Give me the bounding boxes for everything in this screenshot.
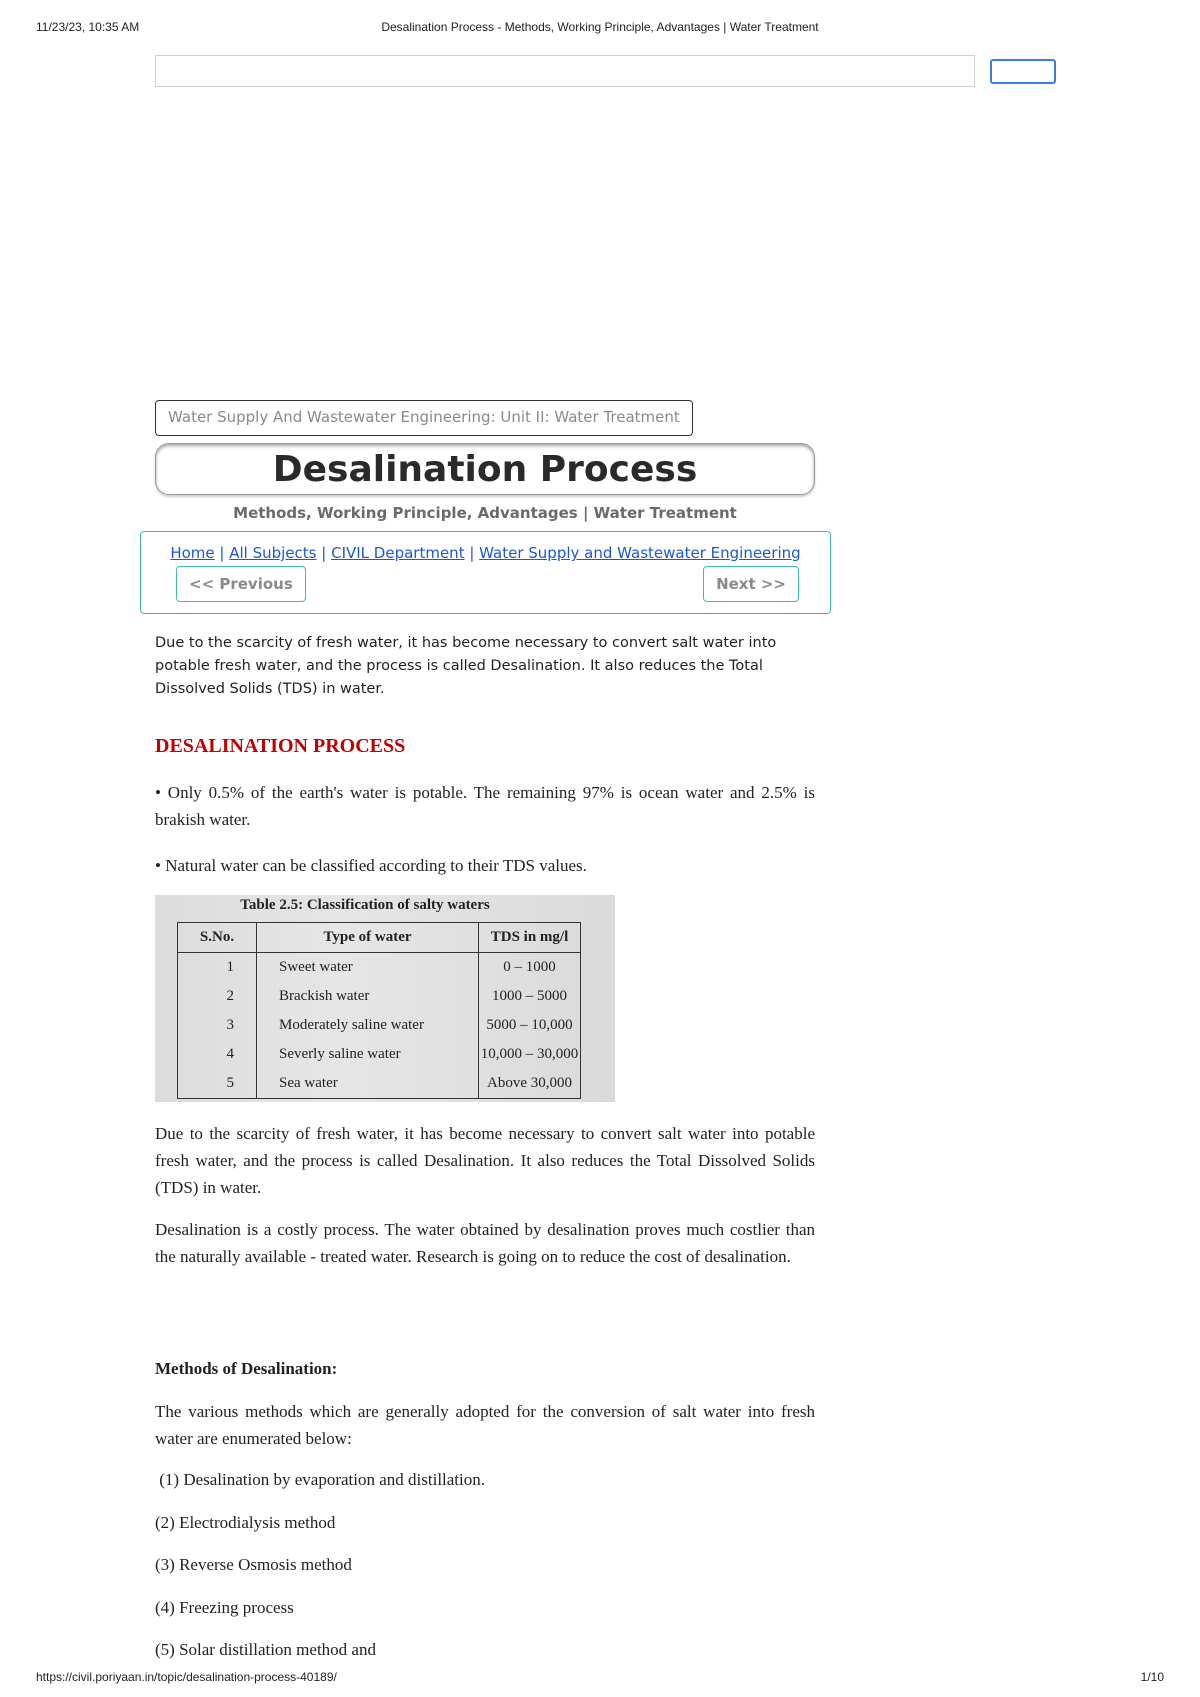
print-page-number: 1/10 <box>1140 1670 1164 1684</box>
breadcrumb: Home | All Subjects | CIVIL Department | Water Supply and Wastewater Engineering <box>170 544 801 562</box>
table-cell-tds: Above 30,000 <box>479 1069 581 1099</box>
table-cell-tds: 1000 – 5000 <box>479 982 581 1011</box>
classification-table-image <box>155 895 615 1102</box>
table-row <box>178 1069 581 1099</box>
search-input[interactable] <box>155 55 975 87</box>
bullet-tds-classification: • Natural water can be classified according to their TDS values. <box>155 856 587 875</box>
breadcrumb-civil-department-link[interactable]: CIVIL Department <box>331 544 465 562</box>
table-row <box>178 1040 581 1069</box>
breadcrumb-subject-link[interactable]: Water Supply and Wastewater Engineering <box>479 544 801 562</box>
print-page-title: Desalination Process - Methods, Working Principle, Advantages | Water Treatment <box>381 20 819 34</box>
table-cell-tds: 0 – 1000 <box>479 953 581 983</box>
table-cell-sno: 5 <box>178 1069 257 1099</box>
table-header-tds: TDS in mg/l <box>479 923 581 953</box>
breadcrumb-home-link[interactable]: Home <box>170 544 215 562</box>
methods-intro: The various methods which are generally adopted for the conversion of salt water into fresh water are enumerated below: <box>155 1402 815 1448</box>
category-badge: Water Supply And Wastewater Engineering: Unit II: Water Treatment <box>155 400 693 436</box>
table-cell-sno: 2 <box>178 982 257 1011</box>
method-item: (3) Reverse Osmosis method <box>155 1555 352 1574</box>
print-datetime: 11/23/23, 10:35 AM <box>36 20 140 34</box>
table-cell-tds: 10,000 – 30,000 <box>479 1040 581 1069</box>
breadcrumb-all-subjects-link[interactable]: All Subjects <box>229 544 317 562</box>
print-header <box>0 20 1200 36</box>
page-subtitle: Methods, Working Principle, Advantages | Water Treatment <box>233 504 737 522</box>
method-item: (1) Desalination by evaporation and distillation. <box>155 1470 486 1489</box>
page-title: Desalination Process <box>272 449 698 490</box>
table-cell-sno: 4 <box>178 1040 257 1069</box>
table-header-sno: S.No. <box>178 923 257 953</box>
next-button[interactable]: Next >> <box>703 566 799 602</box>
intro-paragraph: Due to the scarcity of fresh water, it has become necessary to convert salt water into potable fresh water, and the process is called Desalination. It also reduces the Total Dissolved Solids (TDS) in water. <box>155 635 777 697</box>
table-row <box>178 1011 581 1040</box>
cost-paragraph: Desalination is a costly process. The water obtained by desalination proves much costlier than the naturally available - treated water. Research is going on to reduce the cost of desalination. <box>155 1220 815 1266</box>
table-cell-type: Sea water <box>257 1069 479 1099</box>
table-cell-tds: 5000 – 10,000 <box>479 1011 581 1040</box>
classification-table <box>177 922 581 1099</box>
table-row <box>178 982 581 1011</box>
scarcity-paragraph: Due to the scarcity of fresh water, it has become necessary to convert salt water into potable fresh water, and the process is called Desalination. It also reduces the Total Dissolved Solids (TDS) in water. <box>155 1124 815 1197</box>
previous-button[interactable]: << Previous <box>176 566 306 602</box>
nav-box <box>140 531 831 614</box>
method-item: (5) Solar distillation method and <box>155 1640 376 1659</box>
table-header-type: Type of water <box>257 923 479 953</box>
table-row <box>178 953 581 983</box>
table-caption: Table 2.5: Classification of salty waters <box>240 897 490 913</box>
table-cell-type: Severly saline water <box>257 1040 479 1069</box>
bullet-potable-water: • Only 0.5% of the earth's water is potable. The remaining 97% is ocean water and 2.5% is brakish water. <box>155 783 815 829</box>
title-box <box>155 443 815 495</box>
table-cell-type: Brackish water <box>257 982 479 1011</box>
methods-heading: Methods of Desalination: <box>155 1359 338 1378</box>
table-header-row <box>178 923 581 953</box>
section-heading: DESALINATION PROCESS <box>155 735 406 757</box>
search-button[interactable] <box>990 59 1056 84</box>
table-cell-sno: 1 <box>178 953 257 983</box>
method-item: (4) Freezing process <box>155 1598 294 1617</box>
table-cell-type: Sweet water <box>257 953 479 983</box>
print-url: https://civil.poriyaan.in/topic/desalination-process-40189/ <box>36 1670 337 1684</box>
method-item: (2) Electrodialysis method <box>155 1513 336 1532</box>
print-footer <box>0 1670 1200 1686</box>
table-cell-sno: 3 <box>178 1011 257 1040</box>
table-cell-type: Moderately saline water <box>257 1011 479 1040</box>
